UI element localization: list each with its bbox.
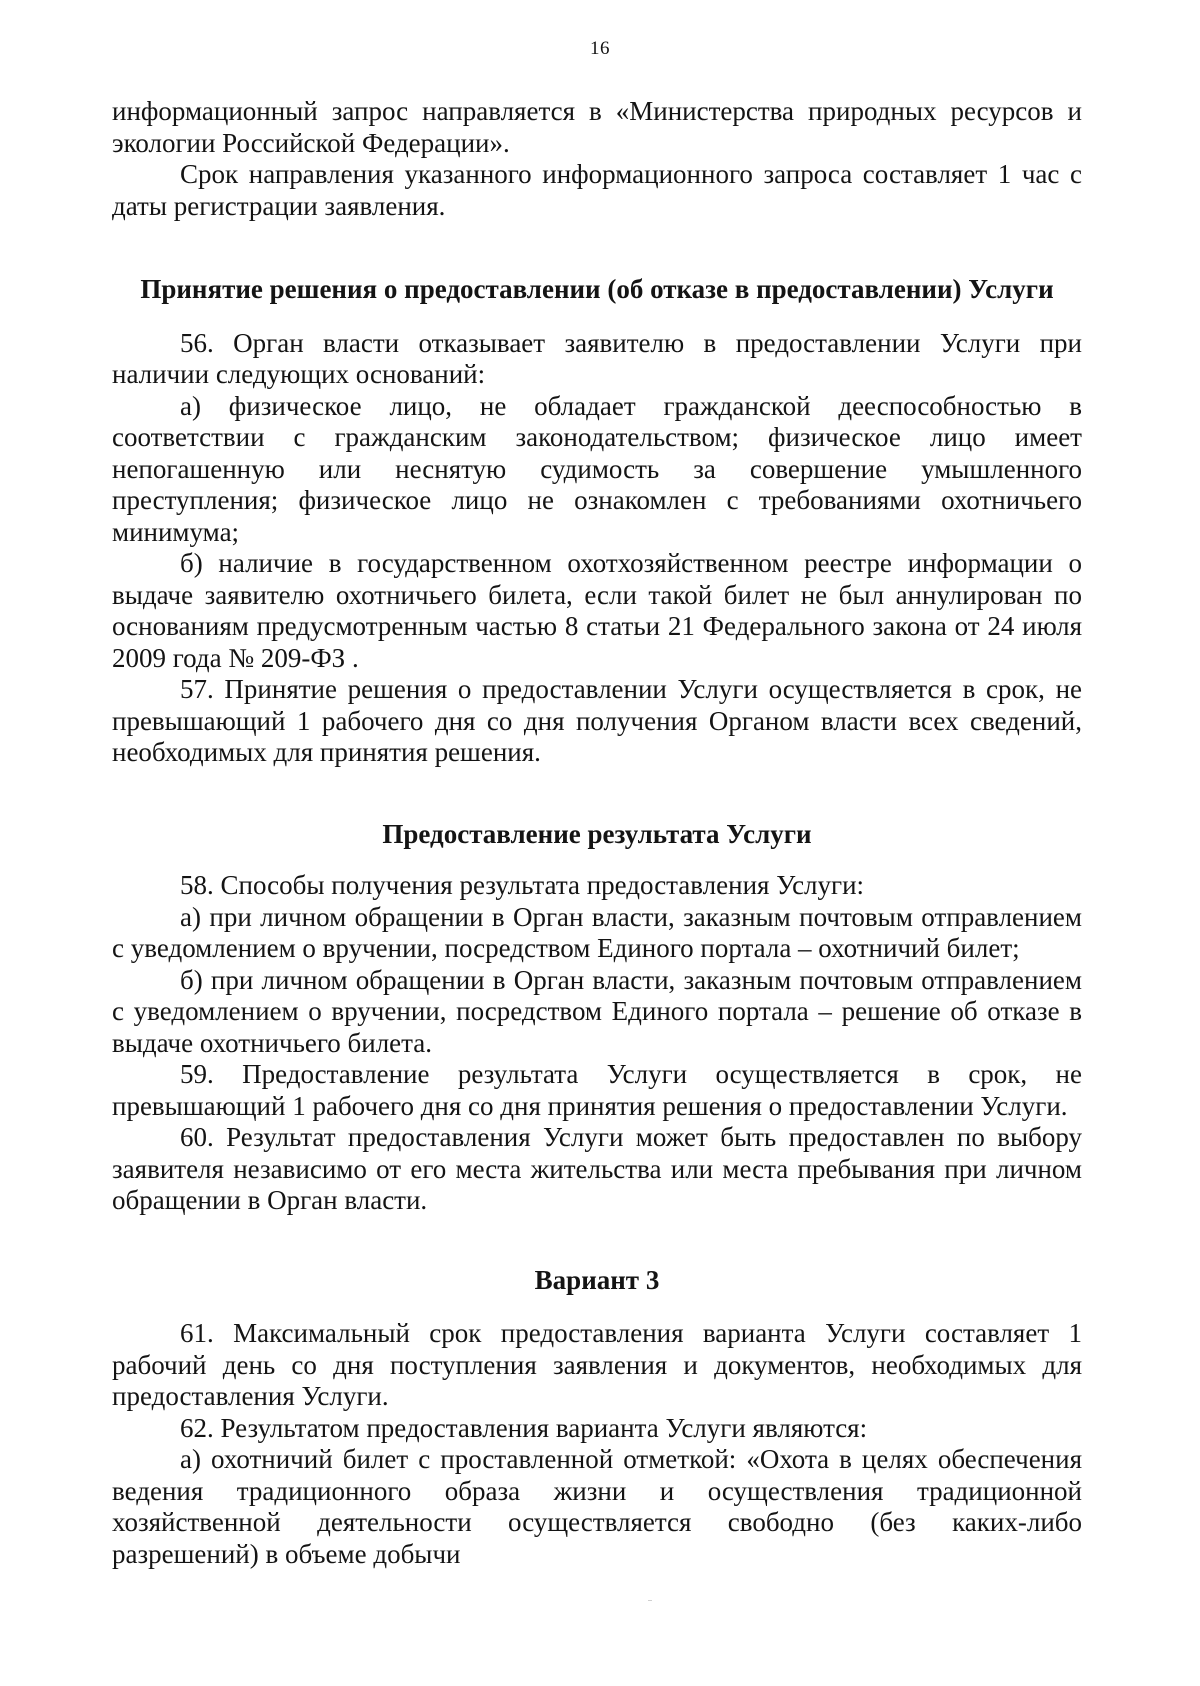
clause-62: 62. Результатом предоставления варианта Услуги являются: [180,1412,868,1443]
clause-56b: б) наличие в государственном охотхозяйственном реестре информации о выдаче заявителю охотничьего билета, если такой билет не был аннулирован по основаниям предусмотренным частью 8 статьи 21 Федерального закона от 24 июля 2009 года № 209-ФЗ . [112,548,1082,673]
clause-57: 57. Принятие решения о предоставлении Услуги осуществляется в срок, не превышающий 1 рабочего дня со дня получения Органом власти всех сведений, необходимых для принятия решения. [112,674,1082,767]
section-heading-result: Предоставление результата Услуги [382,818,812,849]
clause-56: 56. Орган власти отказывает заявителю в предоставлении Услуги при наличии следующих оснований: [112,327,1082,389]
clause-61: 61. Максимальный срок предоставления варианта Услуги составляет 1 рабочий день со дня поступления заявления и документов, необходимых для предоставления Услуги. [112,1318,1082,1411]
intro-paragraph-2: Срок направления указанного информационного запроса составляет 1 час с даты регистрации заявления. [112,159,1082,221]
page-number: 16 [590,38,610,59]
clause-60: 60. Результат предоставления Услуги может быть предоставлен по выбору заявителя независимо от его места жительства или места пребывания при личном обращении в Орган власти. [112,1122,1082,1215]
clause-58b: б) при личном обращении в Орган власти, заказным почтовым отправлением с уведомлением о вручении, посредством Единого портала – решение об отказе в выдаче охотничьего билета. [112,964,1082,1058]
clause-58: 58. Способы получения результата предоставления Услуги: [180,870,865,900]
clause-59: 59. Предоставление результата Услуги осуществляется в срок, не превышающий 1 рабочего дня со дня принятия решения о предоставлении Услуги. [112,1059,1082,1121]
clause-58a: а) при личном обращении в Орган власти, заказным почтовым отправлением с уведомлением о вручении, посредством Единого портала – охотничий билет; [112,901,1082,963]
document-body [112,96,1082,1570]
clause-62a: а) охотничий билет с проставленной отметкой: «Охота в целях обеспечения ведения традиционного образа жизни и осуществления традиционной хозяйственной деятельности осуществляется свободно (без каких-либо разрешений) в объеме добычи [112,1444,1082,1569]
section-heading-variant-3: Вариант 3 [534,1264,660,1295]
intro-paragraph-1: информационный запрос направляется в «Министерства природных ресурсов и экологии Российской Федерации». [112,96,1082,158]
section-heading-decision: Принятие решения о предоставлении (об отказе в предоставлении) Услуги [140,274,1054,304]
clause-56a: а) физическое лицо, не обладает гражданской дееспособностью в соответствии с гражданским законодательством; физическое лицо имеет непогашенную или неснятую судимость за совершение умышленного преступления; физическое лицо не ознакомлен с требованиями охотничьего минимума; [112,390,1082,547]
scan-speck [648,1600,652,1601]
